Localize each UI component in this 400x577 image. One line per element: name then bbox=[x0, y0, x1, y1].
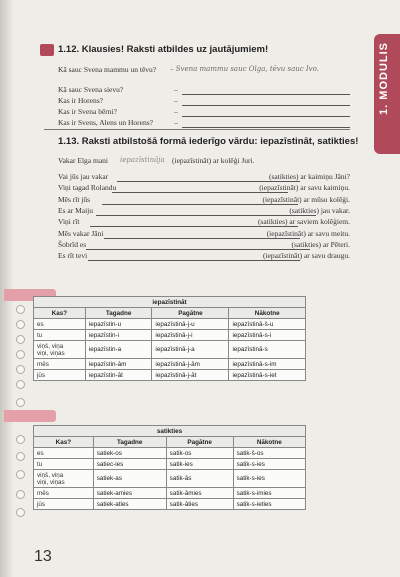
table-row bbox=[34, 359, 306, 370]
conjugation-cell: iepazīstin-a bbox=[85, 341, 152, 359]
fill-in-blank[interactable] bbox=[117, 181, 300, 182]
pronoun-cell: mēs bbox=[34, 488, 94, 499]
pronoun-cell: jūs bbox=[34, 499, 94, 510]
conjugation-cell: satik-s-ies bbox=[233, 459, 305, 470]
answer-blank[interactable] bbox=[182, 116, 350, 117]
conjugation-cell: iepazīstinā-s-i bbox=[229, 330, 306, 341]
conjugation-cell: iepazīstin-i bbox=[85, 330, 152, 341]
conjugation-cell: satik-s-ies bbox=[233, 470, 305, 488]
page-number: 13 bbox=[34, 548, 52, 565]
answer-blank[interactable] bbox=[182, 94, 350, 95]
sentence-start: Vai jūs jau vakar bbox=[58, 172, 109, 181]
fill-in-blank[interactable] bbox=[112, 192, 288, 193]
question-text: Kas ir Horens? bbox=[58, 96, 103, 105]
fill-in-blank[interactable] bbox=[90, 226, 298, 227]
sentence-start: Mēs rīt jūs bbox=[58, 194, 91, 204]
sentence-start: Es ar Maiju bbox=[58, 205, 93, 215]
example-question: Kā sauc Svena mammu un tēvu? bbox=[58, 65, 157, 74]
answer-dash: – bbox=[174, 85, 178, 94]
column-header: Kas? bbox=[34, 308, 86, 319]
binder-ring bbox=[16, 365, 25, 374]
fill-in-blank[interactable] bbox=[96, 215, 316, 216]
sentence-end: (iepazīstināt) ar savu meitu. bbox=[266, 228, 350, 238]
pronoun-cell: viņš, viņa viņi, viņas bbox=[34, 470, 94, 488]
table-row bbox=[34, 470, 306, 488]
column-header: Nākotne bbox=[229, 308, 306, 319]
conjugation-cell: iepazīstin-āt bbox=[85, 370, 152, 381]
pronoun-cell: tu bbox=[34, 459, 94, 470]
conjugation-cell: iepazīstinā-j-u bbox=[152, 319, 229, 330]
binder-ring bbox=[16, 380, 25, 389]
example-handwritten-word: iepazīstināja bbox=[120, 156, 165, 164]
conjugation-cell: satiek-aties bbox=[93, 499, 166, 510]
table-row bbox=[34, 341, 306, 359]
conjugation-cell: satiec-ies bbox=[93, 459, 166, 470]
sentence-end: (satikties) ar saviem kolēģiem. bbox=[257, 217, 350, 227]
sentence-start: Mēs vakar Jāni bbox=[58, 228, 104, 238]
conjugation-cell: iepazīstinā-s-im bbox=[229, 359, 306, 370]
table-row bbox=[34, 488, 306, 499]
sentence-start: Viņi tagad Rolandu bbox=[58, 183, 117, 193]
answer-dash: – bbox=[174, 118, 178, 127]
conjugation-table-satikties bbox=[33, 425, 306, 510]
conjugation-cell: iepazīstinā-s bbox=[229, 341, 306, 359]
conjugation-cell: iepazīstin-u bbox=[85, 319, 152, 330]
sentence-start: Viņi rīt bbox=[58, 217, 80, 227]
conjugation-cell: iepazīstin-ām bbox=[85, 359, 152, 370]
binder-ring bbox=[16, 350, 25, 359]
binder-ring bbox=[16, 490, 25, 499]
conjugation-cell: satik-āmies bbox=[166, 488, 233, 499]
binder-ring bbox=[16, 435, 25, 444]
question-text: Kā sauc Svena sievu? bbox=[58, 85, 124, 94]
sentence-end: (satikties) ar Pēteri. bbox=[291, 239, 350, 249]
fill-in-blank[interactable] bbox=[104, 238, 300, 239]
conjugation-cell: satiek-os bbox=[93, 448, 166, 459]
conjugation-table-iepazistinat bbox=[33, 296, 306, 381]
pronoun-cell: jūs bbox=[34, 370, 86, 381]
sentence-end: (iepazīstināt) ar mūsu kolēģi. bbox=[262, 194, 350, 204]
sentence-end: (iepazīstināt) ar savu kaimiņu. bbox=[259, 183, 350, 193]
fill-in-blank[interactable] bbox=[86, 249, 310, 250]
pronoun-cell: mēs bbox=[34, 359, 86, 370]
binder-ring bbox=[16, 305, 25, 314]
exercise-113-title: 1.13. Raksti atbilstošā formā iederīgo vārdu: iepazīstināt, satikties! bbox=[58, 136, 359, 147]
column-header: Tagadne bbox=[93, 437, 166, 448]
column-header: Pagātne bbox=[166, 437, 233, 448]
conjugation-cell: satik-s-ieties bbox=[233, 499, 305, 510]
conjugation-cell: iepazīstinā-j-āt bbox=[152, 370, 229, 381]
answer-blank[interactable] bbox=[182, 127, 350, 128]
sentence-start: Es rīt tevi bbox=[58, 251, 88, 261]
binder-ring bbox=[16, 470, 25, 479]
exercise-112-title: 1.12. Klausies! Raksti atbildes uz jautājumiem! bbox=[58, 44, 269, 55]
column-header: Kas? bbox=[34, 437, 94, 448]
pronoun-cell: tu bbox=[34, 330, 86, 341]
conjugation-cell: iepazīstinā-j-i bbox=[152, 330, 229, 341]
conjugation-cell: iepazīstinā-j-a bbox=[152, 341, 229, 359]
table-row bbox=[34, 499, 306, 510]
table-title: iepazīstināt bbox=[34, 297, 306, 308]
answer-dash: – bbox=[174, 107, 178, 116]
exercise-listen-icon bbox=[40, 44, 54, 56]
column-header: Pagātne bbox=[152, 308, 229, 319]
binder-ring bbox=[16, 398, 25, 407]
sentence-end: (satikties) ar kaimiņu Jāni? bbox=[268, 172, 350, 181]
answer-dash: – bbox=[174, 96, 178, 105]
conjugation-cell: satik-š-os bbox=[233, 448, 305, 459]
sentence-end: (iepazīstināt) ar savu draugu. bbox=[262, 251, 350, 261]
conjugation-cell: satik-s-imies bbox=[233, 488, 305, 499]
pronoun-cell: viņš, viņa viņi, viņas bbox=[34, 341, 86, 359]
answer-blank[interactable] bbox=[182, 105, 350, 106]
example-answer-handwritten: – Svena mammu sauc Olga, tēvu sauc Ivo. bbox=[170, 65, 319, 73]
module-tab bbox=[374, 34, 400, 154]
pronoun-cell: es bbox=[34, 448, 94, 459]
conjugation-cell: satik-os bbox=[166, 448, 233, 459]
section-divider bbox=[44, 129, 350, 130]
conjugation-cell: iepazīstinā-š-u bbox=[229, 319, 306, 330]
conjugation-cell: satik-ās bbox=[166, 470, 233, 488]
grammar-label bbox=[4, 410, 56, 422]
table-row bbox=[34, 459, 306, 470]
column-header: Nākotne bbox=[233, 437, 305, 448]
table-title: satikties bbox=[34, 426, 306, 437]
example-sentence-end: (iepazīstināt) ar kolēģi Juri. bbox=[172, 156, 255, 165]
sentence-end: (satikties) jau vakar. bbox=[289, 205, 350, 215]
conjugation-cell: satiek-amies bbox=[93, 488, 166, 499]
question-text: Kas ir Svena bērni? bbox=[58, 107, 117, 116]
conjugation-cell: satik-āties bbox=[166, 499, 233, 510]
column-header: Tagadne bbox=[85, 308, 152, 319]
binder-ring bbox=[16, 508, 25, 517]
sentence-start: Šobrīd es bbox=[58, 239, 87, 249]
module-tab-label: 1. MODULIS bbox=[378, 42, 390, 115]
table-row bbox=[34, 370, 306, 381]
pronoun-cell: es bbox=[34, 319, 86, 330]
binder-ring bbox=[16, 320, 25, 329]
conjugation-cell: satik-ies bbox=[166, 459, 233, 470]
question-text: Kas ir Svens, Alens un Horens? bbox=[58, 118, 153, 127]
table-row bbox=[34, 448, 306, 459]
conjugation-cell: satiek-as bbox=[93, 470, 166, 488]
table-row bbox=[34, 330, 306, 341]
table-row bbox=[34, 319, 306, 330]
conjugation-cell: iepazīstinā-j-ām bbox=[152, 359, 229, 370]
conjugation-cell: iepazīstinā-s-iet bbox=[229, 370, 306, 381]
binder-ring bbox=[16, 335, 25, 344]
fill-in-blank[interactable] bbox=[88, 260, 300, 261]
example-sentence-start: Vakar Elga mani bbox=[58, 156, 108, 165]
binder-ring bbox=[16, 452, 25, 461]
fill-in-blank[interactable] bbox=[102, 204, 298, 205]
